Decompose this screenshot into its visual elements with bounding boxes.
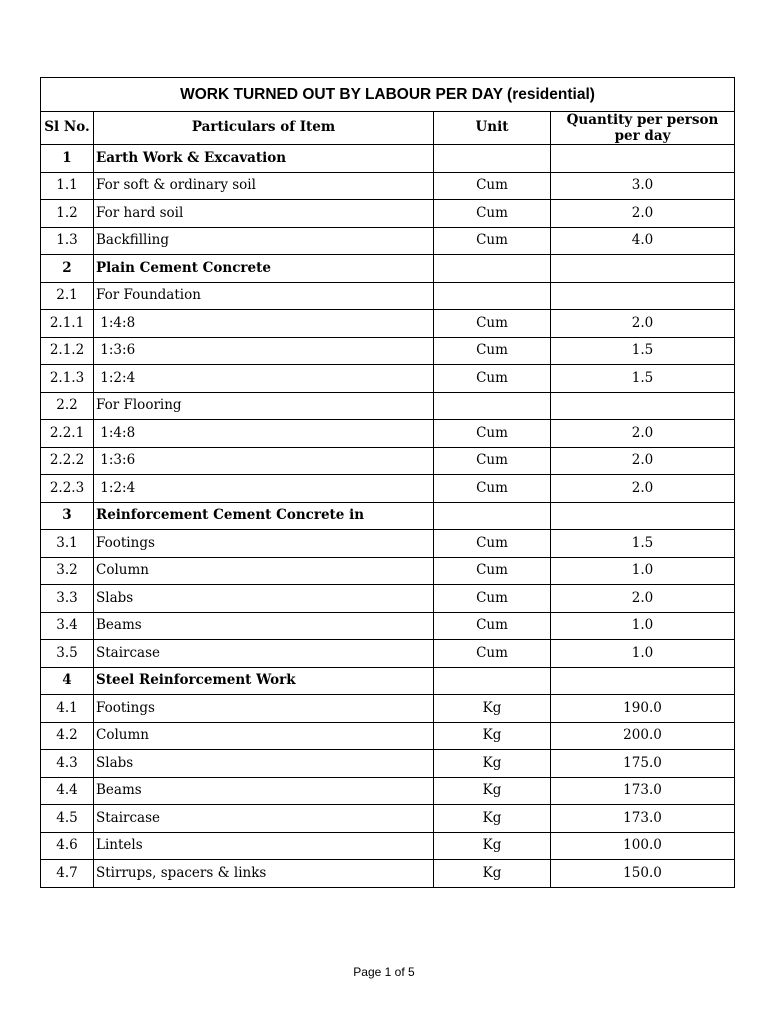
table-row — [41, 200, 735, 228]
cell-sl-no: 3.2 — [41, 557, 94, 585]
cell-particulars: Lintels — [94, 832, 434, 860]
cell-sl-no: 4.6 — [41, 832, 94, 860]
cell-unit: Cum — [434, 447, 551, 475]
cell-unit: Cum — [434, 337, 551, 365]
table-row — [41, 282, 735, 310]
table-row — [41, 695, 735, 723]
cell-quantity: 2.0 — [551, 475, 735, 503]
cell-particulars: Beams — [94, 612, 434, 640]
cell-particulars: Slabs — [94, 750, 434, 778]
cell-quantity — [551, 502, 735, 530]
cell-quantity — [551, 255, 735, 283]
cell-quantity: 2.0 — [551, 420, 735, 448]
cell-unit: Cum — [434, 227, 551, 255]
cell-quantity: 175.0 — [551, 750, 735, 778]
cell-particulars: 1:4:8 — [94, 420, 434, 448]
cell-particulars: Beams — [94, 777, 434, 805]
cell-sl-no: 1 — [41, 145, 94, 173]
cell-quantity: 173.0 — [551, 777, 735, 805]
cell-particulars: Plain Cement Concrete — [94, 255, 434, 283]
cell-unit: Kg — [434, 777, 551, 805]
cell-quantity: 1.5 — [551, 337, 735, 365]
table-row — [41, 420, 735, 448]
header-particulars: Particulars of Item — [94, 112, 434, 145]
cell-unit: Cum — [434, 585, 551, 613]
cell-quantity: 2.0 — [551, 200, 735, 228]
table-row — [41, 365, 735, 393]
table-row — [41, 612, 735, 640]
cell-unit: Cum — [434, 475, 551, 503]
cell-quantity: 2.0 — [551, 447, 735, 475]
cell-unit — [434, 667, 551, 695]
cell-sl-no: 2.2 — [41, 392, 94, 420]
page-number: Page 1 of 5 — [353, 965, 415, 979]
cell-particulars: Reinforcement Cement Concrete in — [94, 502, 434, 530]
cell-unit — [434, 282, 551, 310]
header-sl-no: Sl No. — [41, 112, 94, 145]
cell-unit: Cum — [434, 172, 551, 200]
cell-unit — [434, 255, 551, 283]
cell-particulars: For soft & ordinary soil — [94, 172, 434, 200]
table-title: WORK TURNED OUT BY LABOUR PER DAY (residential) — [41, 78, 735, 112]
cell-unit: Cum — [434, 365, 551, 393]
cell-sl-no: 3.4 — [41, 612, 94, 640]
cell-particulars: 1:3:6 — [94, 447, 434, 475]
table-row — [41, 475, 735, 503]
table-row — [41, 777, 735, 805]
table-row — [41, 722, 735, 750]
cell-quantity: 1.5 — [551, 530, 735, 558]
labour-output-table — [40, 77, 735, 888]
cell-unit: Kg — [434, 722, 551, 750]
cell-particulars: Stirrups, spacers & links — [94, 860, 434, 888]
cell-quantity: 1.0 — [551, 612, 735, 640]
cell-quantity: 1.0 — [551, 640, 735, 668]
table-body — [41, 145, 735, 888]
cell-quantity: 4.0 — [551, 227, 735, 255]
cell-sl-no: 4.4 — [41, 777, 94, 805]
cell-sl-no: 3 — [41, 502, 94, 530]
cell-sl-no: 2.1.1 — [41, 310, 94, 338]
cell-sl-no: 4 — [41, 667, 94, 695]
cell-sl-no: 4.1 — [41, 695, 94, 723]
cell-particulars: Slabs — [94, 585, 434, 613]
cell-unit — [434, 145, 551, 173]
header-unit: Unit — [434, 112, 551, 145]
table-row — [41, 145, 735, 173]
cell-quantity — [551, 392, 735, 420]
cell-unit: Cum — [434, 310, 551, 338]
cell-particulars: Column — [94, 722, 434, 750]
cell-sl-no: 2.1.2 — [41, 337, 94, 365]
cell-sl-no: 4.7 — [41, 860, 94, 888]
table-row — [41, 832, 735, 860]
table-row — [41, 585, 735, 613]
table-row — [41, 640, 735, 668]
cell-unit: Kg — [434, 860, 551, 888]
cell-unit: Cum — [434, 200, 551, 228]
cell-quantity: 200.0 — [551, 722, 735, 750]
table-row — [41, 255, 735, 283]
cell-particulars: For Flooring — [94, 392, 434, 420]
cell-quantity: 2.0 — [551, 310, 735, 338]
cell-sl-no: 1.3 — [41, 227, 94, 255]
cell-sl-no: 4.5 — [41, 805, 94, 833]
table-row — [41, 530, 735, 558]
table-row — [41, 750, 735, 778]
table-row — [41, 805, 735, 833]
cell-quantity: 3.0 — [551, 172, 735, 200]
cell-quantity — [551, 667, 735, 695]
cell-unit — [434, 502, 551, 530]
table-row — [41, 227, 735, 255]
cell-particulars: Column — [94, 557, 434, 585]
cell-quantity: 100.0 — [551, 832, 735, 860]
cell-sl-no: 1.2 — [41, 200, 94, 228]
cell-particulars: 1:2:4 — [94, 365, 434, 393]
cell-unit — [434, 392, 551, 420]
cell-sl-no: 2.1.3 — [41, 365, 94, 393]
cell-unit: Cum — [434, 530, 551, 558]
cell-sl-no: 3.3 — [41, 585, 94, 613]
cell-sl-no: 2 — [41, 255, 94, 283]
cell-particulars: Staircase — [94, 640, 434, 668]
cell-particulars: Staircase — [94, 805, 434, 833]
header-quantity: Quantity per person per day — [551, 112, 735, 145]
cell-unit: Kg — [434, 805, 551, 833]
table-row — [41, 502, 735, 530]
cell-sl-no: 2.2.2 — [41, 447, 94, 475]
cell-particulars: Backfilling — [94, 227, 434, 255]
cell-particulars: Footings — [94, 530, 434, 558]
cell-quantity — [551, 282, 735, 310]
cell-unit: Cum — [434, 420, 551, 448]
cell-quantity: 1.0 — [551, 557, 735, 585]
cell-unit: Kg — [434, 695, 551, 723]
table-row — [41, 557, 735, 585]
cell-quantity: 173.0 — [551, 805, 735, 833]
cell-particulars: Steel Reinforcement Work — [94, 667, 434, 695]
cell-particulars: For hard soil — [94, 200, 434, 228]
cell-unit: Cum — [434, 612, 551, 640]
cell-quantity: 2.0 — [551, 585, 735, 613]
table-row — [41, 860, 735, 888]
cell-unit: Kg — [434, 750, 551, 778]
header-row — [41, 112, 735, 145]
cell-unit: Cum — [434, 640, 551, 668]
table-row — [41, 392, 735, 420]
cell-sl-no: 3.1 — [41, 530, 94, 558]
cell-unit: Kg — [434, 832, 551, 860]
cell-sl-no: 2.2.1 — [41, 420, 94, 448]
cell-unit: Cum — [434, 557, 551, 585]
cell-quantity — [551, 145, 735, 173]
table-row — [41, 172, 735, 200]
cell-quantity: 190.0 — [551, 695, 735, 723]
cell-sl-no: 3.5 — [41, 640, 94, 668]
cell-sl-no: 2.2.3 — [41, 475, 94, 503]
cell-particulars: 1:4:8 — [94, 310, 434, 338]
cell-sl-no: 2.1 — [41, 282, 94, 310]
cell-particulars: 1:3:6 — [94, 337, 434, 365]
cell-sl-no: 1.1 — [41, 172, 94, 200]
cell-sl-no: 4.2 — [41, 722, 94, 750]
cell-particulars: Footings — [94, 695, 434, 723]
cell-particulars: For Foundation — [94, 282, 434, 310]
cell-sl-no: 4.3 — [41, 750, 94, 778]
cell-particulars: Earth Work & Excavation — [94, 145, 434, 173]
cell-particulars: 1:2:4 — [94, 475, 434, 503]
table-row — [41, 337, 735, 365]
cell-quantity: 1.5 — [551, 365, 735, 393]
cell-quantity: 150.0 — [551, 860, 735, 888]
table-row — [41, 310, 735, 338]
table-row — [41, 667, 735, 695]
table-row — [41, 447, 735, 475]
